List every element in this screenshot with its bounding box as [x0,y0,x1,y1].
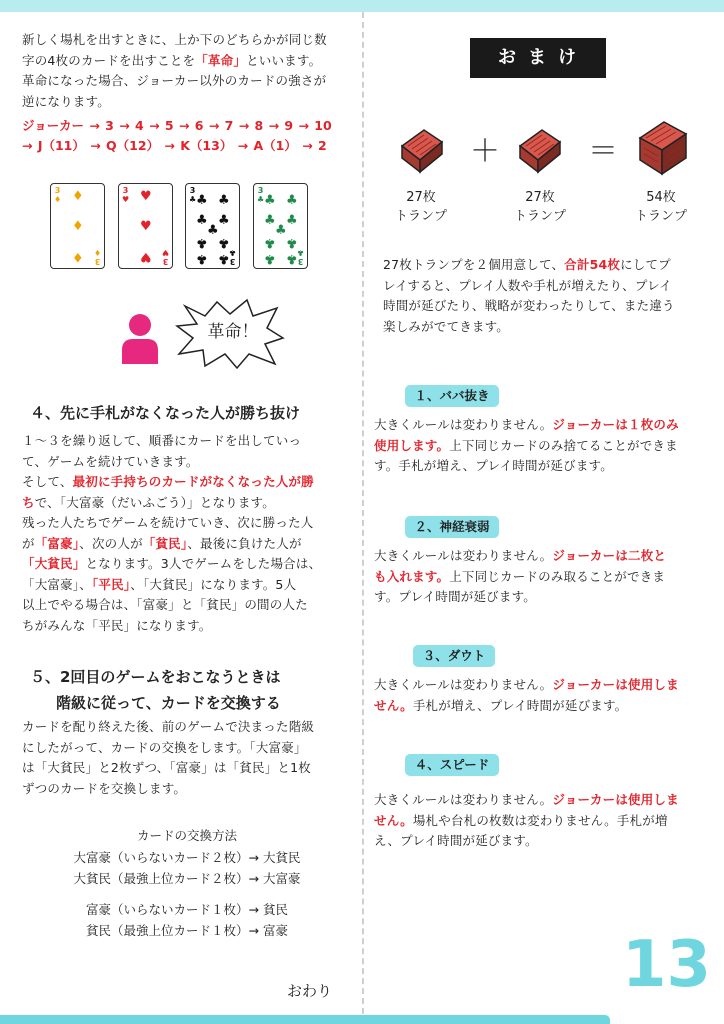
owari-text: おわり [287,982,333,1000]
card-deck-box-icon-2 [516,124,564,174]
section-4-title: ４、先に手札がなくなった人が勝ち抜け [30,404,301,422]
section-5-title-1: ５、2回目のゲームをおこなうときは [30,668,281,686]
kakumei-text: 革命！ [207,322,259,342]
label-trump-a: トランプ [394,209,447,224]
game-1-body: 大きくルールは変わりません。ジョーカーは１枚のみ 使用します。上下同じカードのみ捨てることができま す。手札が増え、プレイ時間が延びます。 [374,417,679,473]
person-icon [120,312,160,364]
game-4-body: 大きくルールは変わりません。ジョーカーは使用しま せん。場札や台札の枚数は変わりません。手札が増 え、プレイ時間が延びます。 [374,792,679,848]
plus-sign: ＋ [470,134,500,169]
exchange-line-4: 貧民（最強上位カード１枚）→ 富豪 [86,923,288,938]
revolution-cards [50,183,320,271]
kakumei-speech-burst [175,298,285,370]
game-2-title: ２、神経衰弱 [405,516,499,538]
label-trump-b: トランプ [513,209,566,224]
game-1-title: １、ババ抜き [405,385,499,407]
exchange-line-1: 大富豪（いらないカード２枚）→ 大貧民 [73,850,301,865]
section-5-body: カードを配り終えた後、前のゲームで決まった階級 にしたがって、カードの交換をします。「大富豪」 は「大貧民」と2枚ずつ、「富豪」は「貧民」と1枚 ずつのカードを交換します。 [22,719,315,796]
bottom-bar [0,1015,610,1024]
label-54: 54枚 [646,190,676,205]
strength-sequence-2: → J（11） → Q（12） → K（13） → A（1） → 2 [22,138,327,153]
page-number: 13 [622,928,712,1002]
column-divider [362,12,364,1014]
game-3-title: ３、ダウト [413,645,495,667]
game-2-body: 大きくルールは変わりません。ジョーカーは二枚と も入れます。上下同じカードのみ取ることができま す。プレイ時間が延びます。 [374,548,667,604]
label-27b: 27枚 [525,190,555,205]
label-27a: 27枚 [406,190,436,205]
card-deck-box-icon-1 [398,124,446,174]
omake-title: おまけ [470,38,606,78]
equals-sign: ＝ [588,134,618,169]
exchange-title: カードの交換方法 [136,828,237,843]
top-bar [0,0,724,12]
intro-paragraph: 新しく場札を出すときに、上か下のどちらかが同じ数 字の4枚のカードを出すことを「革命」といいます。 革命になった場合、ジョーカー以外のカードの強さが 逆になります。 [22,32,327,109]
card-3-heart: 3 ♥ ♥ ♥ ♥ 3 ♥ [118,183,173,269]
strength-sequence-1: ジョーカー → 3 → 4 → 5 → 6 → 7 → 8 → 9 → 10 [22,118,332,133]
card-clubs-green: 3 ♣ ♣ ♣ ♣ ♣ ♣ ♣ ♣ ♣ ♣ 3 ♣ [253,183,308,269]
omake-description: 27枚トランプを２個用意して、合計54枚にしてプ レイすると、プレイ人数や手札が増えたり、プレイ 時間が延びたり、戦略が変わったりして、また違う 楽しみがでてきます。 [383,257,675,334]
card-deck-box-large-icon [636,116,690,176]
card-clubs-black: 3 ♣ ♣ ♣ ♣ ♣ ♣ ♣ ♣ ♣ ♣ 3 ♣ [185,183,240,269]
label-trump-c: トランプ [634,209,687,224]
section-4-body: １～３を繰り返して、順番にカードを出していっ て、ゲームを続けていきます。 そして、最初に手持ちのカードがなくなった人が勝 ちで、「大富豪（だいふごう）」となります。 残った人たちでゲームを続けていき、次に勝った人 が「富豪」、次の人が「貧民」、最後に負けた人が 「大貧民」となります。3人でゲームをした場合は、 「大富豪」、「平民」、「大貧民」になります。5人 以上でやる場合は、「富豪」と「貧民」の間の人た ちがみんな「平民」になります。 [22,433,322,633]
exchange-line-3: 富豪（いらないカード１枚）→ 貧民 [86,902,288,917]
game-4-title: ４、スピード [405,754,499,776]
exchange-line-2: 大貧民（最強上位カード２枚）→ 大富豪 [73,871,301,886]
card-3-diamond: 3 ♦ ♦ ♦ ♦ 3 ♦ [50,183,105,269]
section-5-title-2: 階級に従って、カードを交換する [56,694,281,712]
game-3-body: 大きくルールは変わりません。ジョーカーは使用しま せん。手札が増え、プレイ時間が延びます。 [374,677,679,713]
